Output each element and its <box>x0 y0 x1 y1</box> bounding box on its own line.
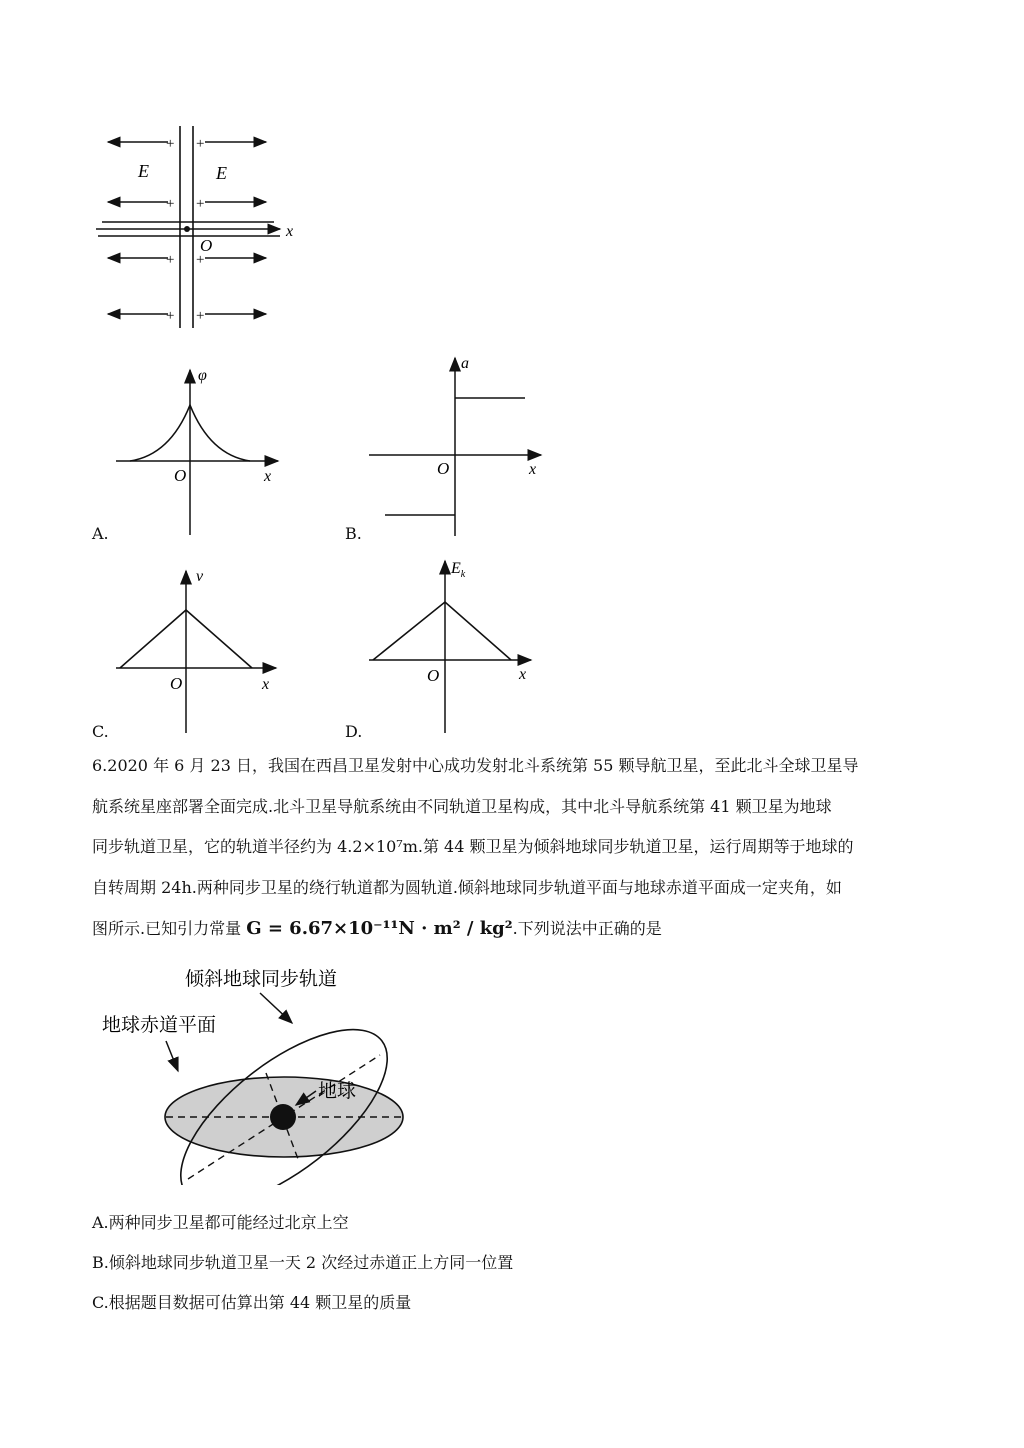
ek-curve <box>373 602 511 660</box>
svg-text:+: + <box>166 136 175 152</box>
choice-b: B.倾斜地球同步轨道卫星一天 2 次经过赤道正上方同一位置 <box>92 1253 514 1272</box>
origin-label: O <box>437 459 450 478</box>
option-d-label: D. <box>345 722 363 741</box>
option-b-label: B. <box>345 524 362 543</box>
label-earth: 地球 <box>318 1081 357 1102</box>
label-o: O <box>200 236 213 255</box>
svg-text:+: + <box>196 136 205 152</box>
graph-d <box>365 555 545 735</box>
svg-text:+: + <box>196 196 205 212</box>
q6-line-5 <box>92 916 662 939</box>
earth <box>270 1104 296 1130</box>
origin-dot <box>184 226 190 232</box>
label-e-right: E <box>216 163 227 183</box>
origin-label: O <box>427 666 440 685</box>
graph-b <box>365 350 555 540</box>
svg-text:+: + <box>196 308 205 324</box>
field-figure <box>90 118 320 333</box>
q6-line-5-suffix: .下列说法中正确的是 <box>512 919 662 938</box>
x-label: x <box>264 468 272 485</box>
choice-a: A.两种同步卫星都可能经过北京上空 <box>92 1213 349 1232</box>
q6-line-4: 自转周期 24h.两种同步卫星的绕行轨道都为圆轨道.倾斜地球同步轨道平面与地球赤道平面成一定夹角，如 <box>92 878 842 897</box>
x-label: x <box>262 676 270 693</box>
svg-text:+: + <box>166 308 175 324</box>
y-label: φ <box>198 367 207 384</box>
q6-line-3: 同步轨道卫星，它的轨道半径约为 4.2×10⁷m.第 44 颗卫星为倾斜地球同步轨道卫星，运行周期等于地球的 <box>92 837 854 856</box>
graph-a <box>110 360 290 540</box>
y-label: a <box>461 355 469 372</box>
graph-c <box>110 565 290 735</box>
q6-line-2: 航系统星座部署全面完成.北斗卫星导航系统由不同轨道卫星构成，其中北斗导航系统第 41 颗卫星为地球 <box>92 797 832 816</box>
q6-line-5-prefix: 图所示.已知引力常量 <box>92 919 247 938</box>
x-label: x <box>519 666 527 683</box>
svg-text:+: + <box>196 252 205 268</box>
arrow-equator <box>166 1041 178 1071</box>
svg-text:+: + <box>166 252 175 268</box>
origin-label: O <box>170 674 183 693</box>
label-x: x <box>286 223 294 240</box>
option-c-label: C. <box>92 722 109 741</box>
svg-text:+: + <box>166 196 175 212</box>
orbit-figure <box>90 955 420 1185</box>
choice-c: C.根据题目数据可估算出第 44 颗卫星的质量 <box>92 1293 412 1312</box>
label-inclined-orbit: 倾斜地球同步轨道 <box>185 969 338 990</box>
label-e-left: E <box>138 161 149 181</box>
label-equator-plane: 地球赤道平面 <box>102 1015 217 1036</box>
arrow-inclined <box>260 993 292 1023</box>
gravitational-constant: G = 6.67×10⁻¹¹N · m² / kg² <box>246 918 513 939</box>
q6-line-1: 6.2020 年 6 月 23 日，我国在西昌卫星发射中心成功发射北斗系统第 55 颗导航卫星，至此北斗全球卫星导 <box>92 756 859 775</box>
y-label: $E_k$ <box>451 560 466 580</box>
option-a-label: A. <box>92 524 109 543</box>
y-label: v <box>196 568 204 585</box>
x-label: x <box>529 461 537 478</box>
origin-label: O <box>174 466 187 485</box>
